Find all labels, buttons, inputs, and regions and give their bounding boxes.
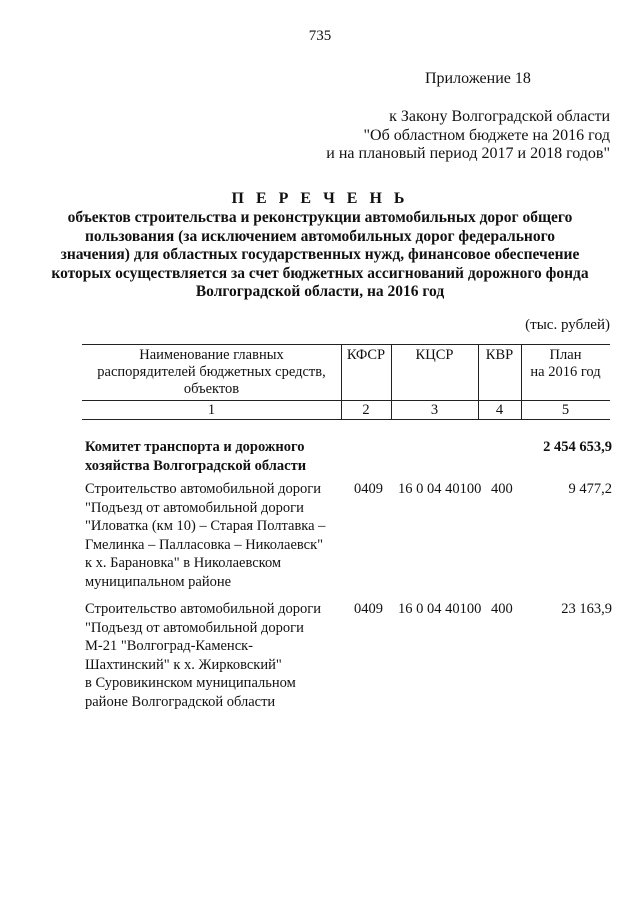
kcsr-code: 16 0 04 40100 <box>398 481 482 497</box>
document-subtitle-line: значения) для областных государственных нужд, финансовое обеспечение <box>60 246 580 263</box>
header-name: Наименование главных распорядителей бюджетных средств, объектов <box>97 347 326 397</box>
document-subtitle-line: пользования (за исключением автомобильных дорог федерального <box>84 228 556 245</box>
header-kvr: КВР <box>485 347 514 363</box>
law-reference-line: и на плановый период 2017 и 2018 годов" <box>326 145 610 162</box>
appendix-title: Приложение 18 <box>425 70 531 87</box>
table-header-divider <box>82 400 610 401</box>
object-name: Строительство автомобильной дороги "Подъезд от автомобильной дороги М-21 "Волгоград-Каменск- Шахтинский" к х. Жирковский" в Суровикинском муниципальном районе Волгоградской области <box>85 601 321 710</box>
column-number: 4 <box>495 402 504 418</box>
document-subtitle-line: объектов строительства и реконструкции автомобильных дорог общего <box>67 209 573 226</box>
column-number: 2 <box>362 402 370 418</box>
page-number: 735 <box>308 28 332 44</box>
law-reference-line: к Закону Волгоградской области <box>389 108 610 125</box>
kfsr-code: 0409 <box>354 601 383 617</box>
object-name: Строительство автомобильной дороги "Подъезд от автомобильной дороги "Иловатка (км 10) – Старая Полтавка – Гмелинка – Палласовка – Николаевск" к х. Барановка" в Николаевском муниципальном районе <box>85 481 326 590</box>
column-number: 1 <box>207 402 216 418</box>
law-reference-line: "Об областном бюджете на 2016 год <box>363 127 610 144</box>
plan-amount: 23 163,9 <box>561 601 612 617</box>
document-subtitle-line: которых осуществляется за счет бюджетных ассигнований дорожного фонда <box>51 265 589 282</box>
plan-amount: 9 477,2 <box>568 481 612 497</box>
document-subtitle-line: Волгоградской области, на 2016 год <box>195 283 445 300</box>
header-plan: План на 2016 год <box>530 347 601 380</box>
kvr-code: 400 <box>491 601 513 617</box>
committee-amount: 2 454 653,9 <box>543 439 612 455</box>
kfsr-code: 0409 <box>354 481 383 497</box>
table-number-row-divider <box>82 419 610 420</box>
units-note: (тыс. рублей) <box>525 317 610 333</box>
header-kcsr: КЦСР <box>415 347 454 363</box>
kvr-code: 400 <box>491 481 513 497</box>
column-number: 5 <box>561 402 570 418</box>
table-border-top <box>82 344 610 345</box>
document-heading: П Е Р Е Ч Е Н Ь <box>231 190 409 207</box>
column-number: 3 <box>430 402 439 418</box>
kcsr-code: 16 0 04 40100 <box>398 601 482 617</box>
header-kfsr: КФСР <box>346 347 386 363</box>
committee-name: Комитет транспорта и дорожного хозяйства Волгоградской области <box>85 439 307 474</box>
